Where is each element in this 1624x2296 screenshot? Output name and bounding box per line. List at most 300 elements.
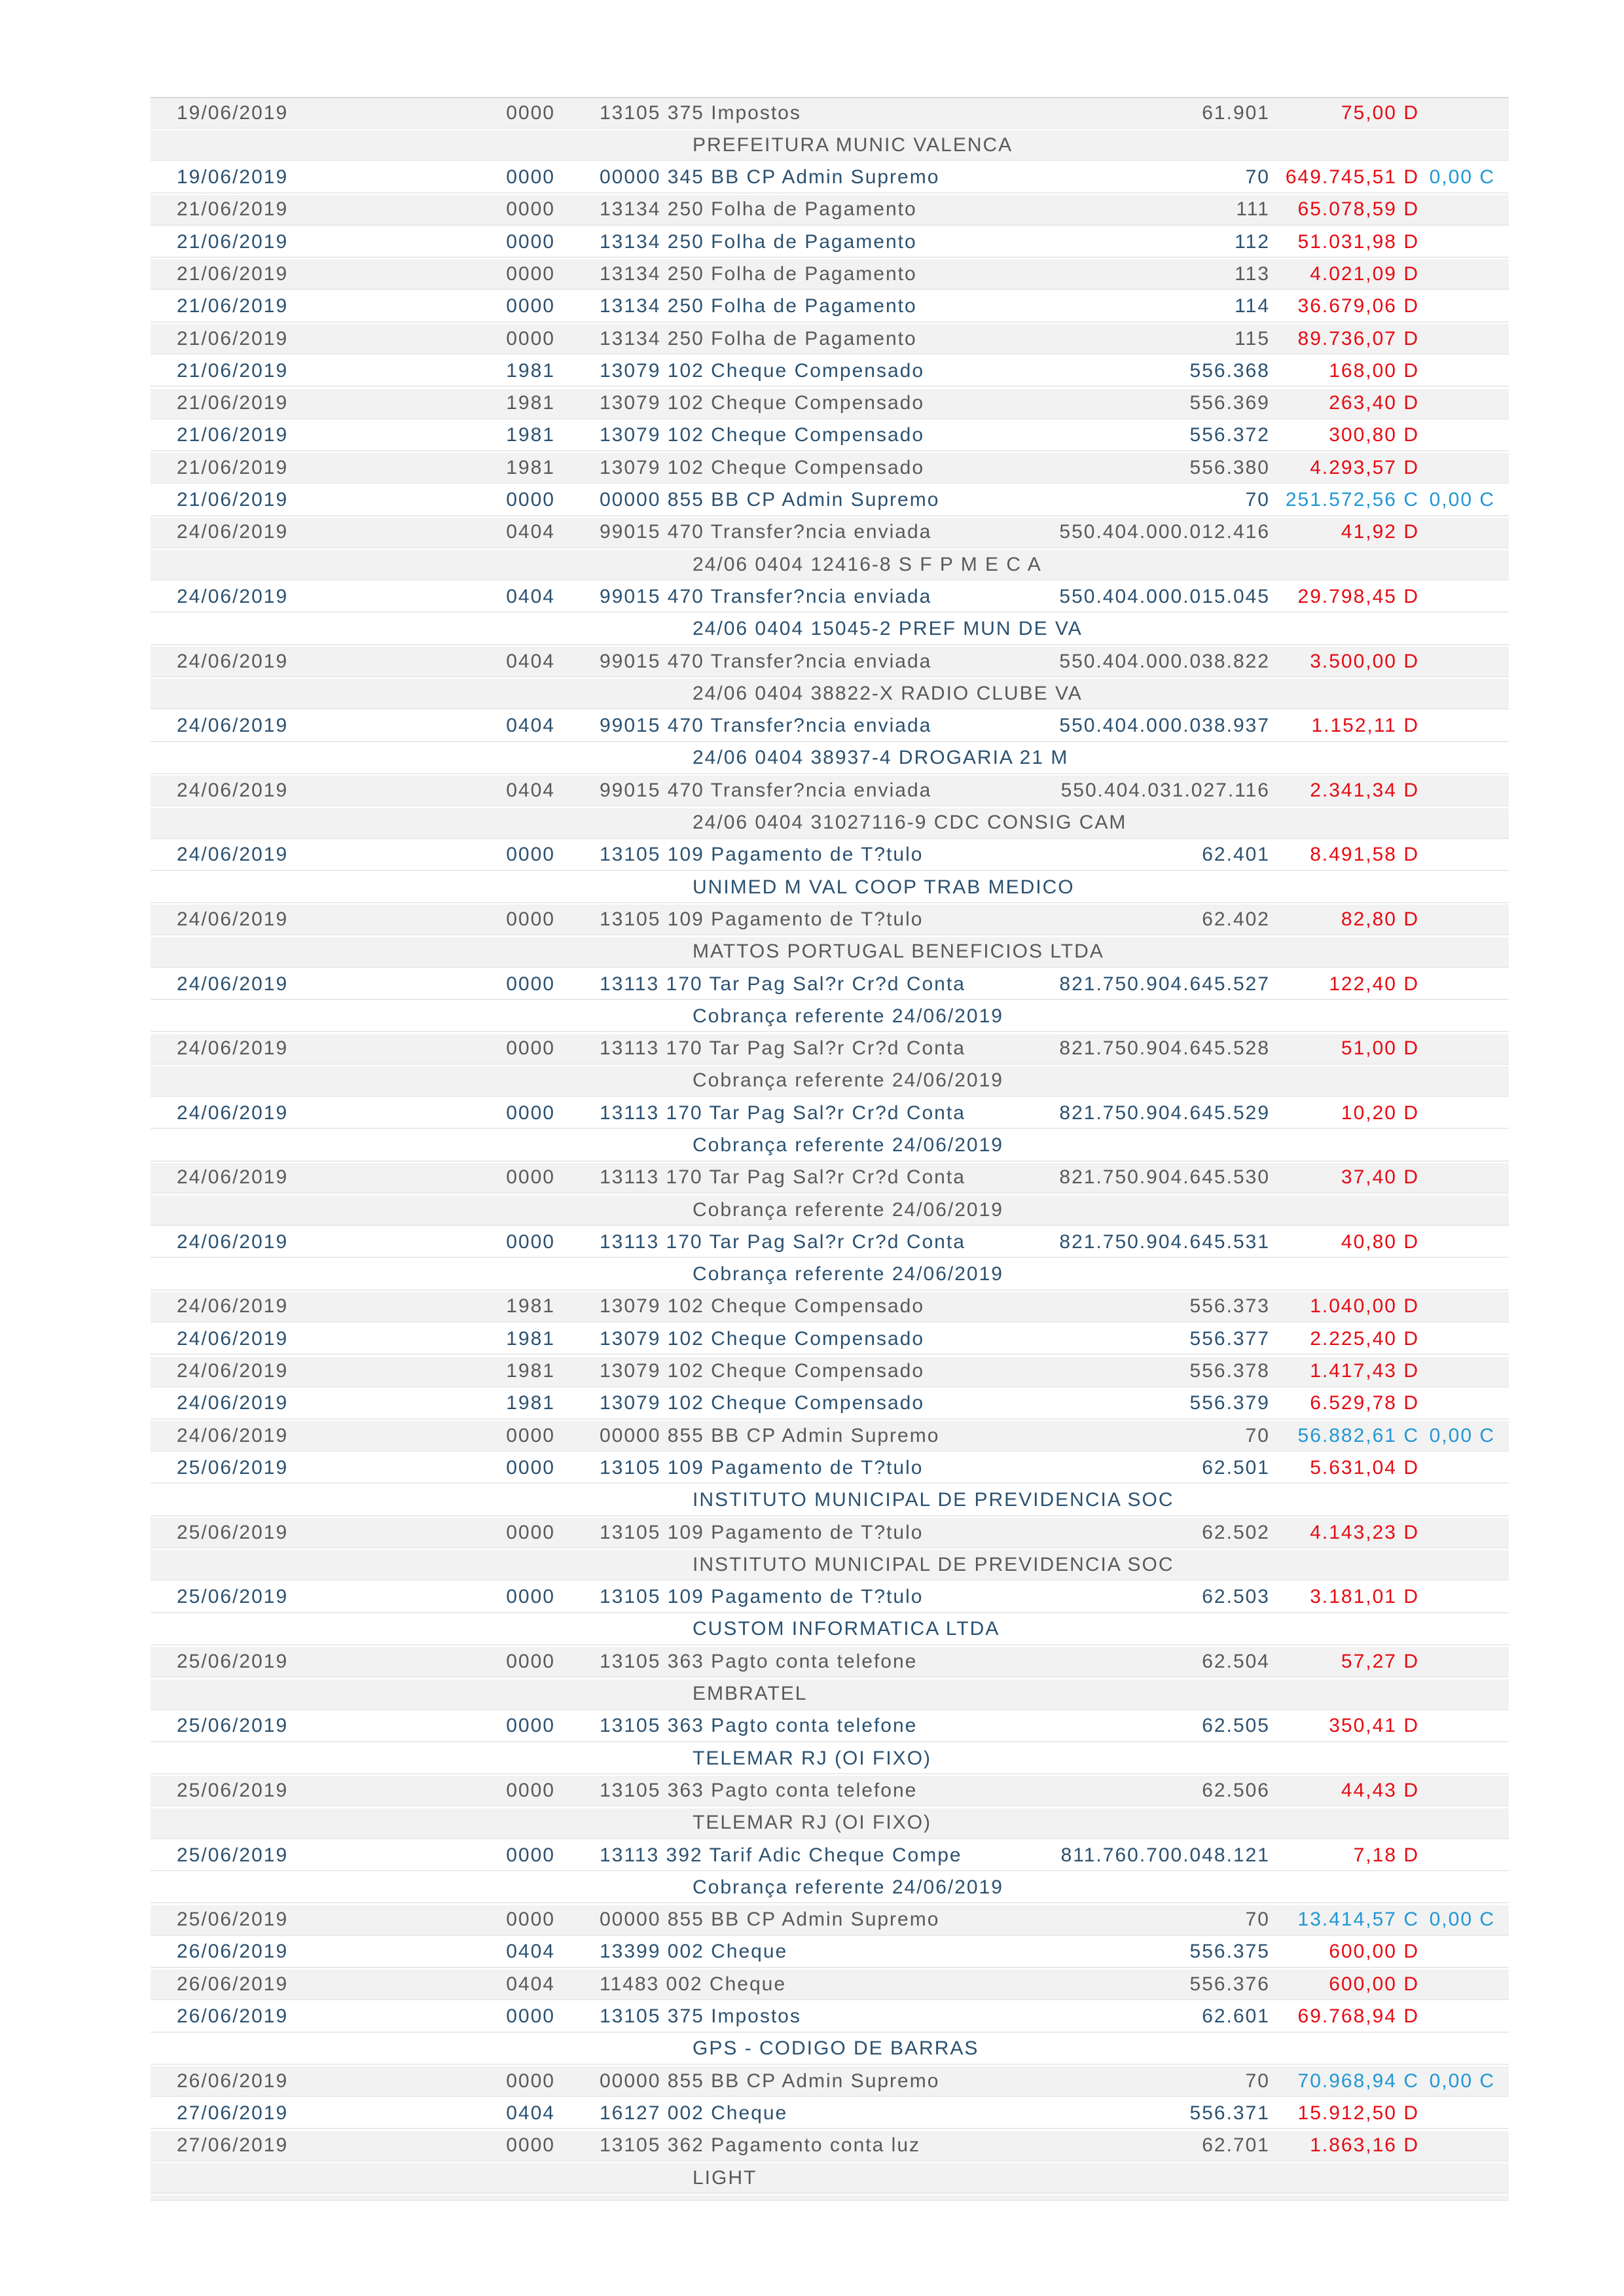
date-cell: 26/06/2019 [177,1941,289,1963]
amount-cell: 122,40 D [1329,973,1419,995]
branch-cell: 0000 [506,1909,555,1931]
date-cell: 25/06/2019 [177,1779,289,1801]
transaction-row [151,647,1509,677]
description-cell: 13113 170 Tar Pag Sal?r Cr?d Conta [600,1230,965,1253]
description-cell: 13079 102 Cheque Compensado [600,1392,925,1414]
date-cell: 26/06/2019 [177,2005,289,2028]
continuation-row [151,679,1509,709]
history-detail-text: Cobrança referente 24/06/2019 [693,1198,1003,1221]
amount-cell: 6.529,78 D [1310,1392,1419,1414]
date-cell: 24/06/2019 [177,1360,289,1382]
continuation-row [151,1873,1509,1903]
branch-cell: 0000 [506,489,555,511]
date-cell: 21/06/2019 [177,489,289,511]
document-number-cell: 112 [1235,230,1270,253]
date-cell: 25/06/2019 [177,1650,289,1672]
description-cell: 99015 470 Transfer?ncia enviada [600,715,932,737]
document-number-cell: 556.369 [1189,392,1270,414]
continuation-row [151,550,1509,581]
transaction-row [151,2131,1509,2162]
amount-cell: 29.798,45 D [1297,585,1419,607]
date-cell: 24/06/2019 [177,1166,289,1189]
date-cell: 24/06/2019 [177,521,289,543]
branch-cell: 0404 [506,2102,555,2124]
description-cell: 99015 470 Transfer?ncia enviada [600,521,932,543]
document-number-cell: 114 [1235,295,1270,317]
history-detail-text: Cobrança referente 24/06/2019 [693,1069,1003,1092]
secondary-amount-cell: 0,00 C [1429,1424,1495,1446]
branch-cell: 0000 [506,1166,555,1189]
amount-cell: 4.293,57 D [1310,456,1419,478]
document-number-cell: 821.750.904.645.530 [1059,1166,1270,1189]
document-number-cell: 556.373 [1189,1295,1270,1318]
amount-cell: 1.152,11 D [1311,715,1419,737]
amount-cell: 168,00 D [1329,359,1419,382]
continuation-row [151,937,1509,968]
description-cell: 13079 102 Cheque Compensado [600,456,925,478]
branch-cell: 1981 [506,456,555,478]
amount-cell: 10,20 D [1341,1102,1419,1124]
transaction-row [151,227,1509,258]
amount-cell: 8.491,58 D [1310,844,1419,866]
transaction-row [151,969,1509,1000]
branch-cell: 1981 [506,1327,555,1350]
continuation-row [151,1679,1509,1710]
document-number-cell: 62.401 [1202,844,1270,866]
transaction-row [151,1776,1509,1806]
continuation-row [151,2034,1509,2065]
secondary-amount-cell: 0,00 C [1429,166,1495,188]
description-cell: 13079 102 Cheque Compensado [600,392,925,414]
transaction-row [151,1034,1509,1065]
amount-cell: 37,40 D [1341,1166,1419,1189]
description-cell: 16127 002 Cheque [600,2102,788,2124]
transaction-row [151,1905,1509,1936]
branch-cell: 0000 [506,2005,555,2028]
branch-cell: 1981 [506,1295,555,1318]
continuation-row [151,1486,1509,1516]
amount-cell: 3.181,01 D [1310,1586,1419,1608]
date-cell: 25/06/2019 [177,1521,289,1543]
date-cell: 24/06/2019 [177,844,289,866]
description-cell: 13105 363 Pagto conta telefone [600,1650,918,1672]
history-detail-text: 24/06 0404 12416-8 S F P M E C A [693,553,1042,575]
continuation-row [151,1808,1509,1839]
transaction-row [151,1712,1509,1742]
branch-cell: 1981 [506,392,555,414]
document-number-cell: 62.502 [1202,1521,1270,1543]
secondary-amount-cell: 0,00 C [1429,489,1495,511]
date-cell: 24/06/2019 [177,1424,289,1446]
description-cell: 13113 170 Tar Pag Sal?r Cr?d Conta [600,973,965,995]
document-number-cell: 550.404.031.027.116 [1060,779,1270,801]
date-cell: 25/06/2019 [177,1456,289,1479]
branch-cell: 0000 [506,1456,555,1479]
amount-cell: 4.143,23 D [1310,1521,1419,1543]
document-number-cell: 821.750.904.645.527 [1059,973,1270,995]
document-number-cell: 556.372 [1189,424,1270,446]
transaction-row [151,1421,1509,1452]
transaction-row [151,98,1509,129]
document-number-cell: 821.750.904.645.531 [1059,1230,1270,1253]
amount-cell: 5.631,04 D [1310,1456,1419,1479]
transaction-row [151,259,1509,290]
document-number-cell: 62.701 [1202,2134,1270,2157]
amount-cell: 7,18 D [1353,1844,1419,1866]
continuation-row [151,1001,1509,1032]
branch-cell: 1981 [506,424,555,446]
date-cell: 24/06/2019 [177,1392,289,1414]
description-cell: 13079 102 Cheque Compensado [600,424,925,446]
secondary-amount-cell: 0,00 C [1429,1909,1495,1931]
branch-cell: 0000 [506,1230,555,1253]
amount-cell: 300,80 D [1329,424,1419,446]
transaction-row [151,905,1509,935]
description-cell: 13105 363 Pagto conta telefone [600,1779,918,1801]
document-number-cell: 556.378 [1189,1360,1270,1382]
branch-cell: 0000 [506,198,555,221]
transaction-row [151,1647,1509,1677]
continuation-row [151,1131,1509,1162]
document-number-cell: 70 [1245,1909,1270,1931]
history-detail-text: LIGHT [693,2166,757,2189]
document-number-cell: 550.404.000.015.045 [1059,585,1270,607]
transaction-row [151,1357,1509,1388]
continuation-row [151,872,1509,903]
amount-cell: 51,00 D [1341,1037,1419,1060]
date-cell: 25/06/2019 [177,1909,289,1931]
amount-cell: 36.679,06 D [1297,295,1419,317]
amount-cell: 600,00 D [1329,1973,1419,1995]
description-cell: 13079 102 Cheque Compensado [600,1327,925,1350]
transaction-row [151,1969,1509,2000]
continuation-row [151,615,1509,645]
branch-cell: 1981 [506,1392,555,1414]
date-cell: 24/06/2019 [177,715,289,737]
description-cell: 13105 109 Pagamento de T?tulo [600,1586,924,1608]
description-cell: 13105 109 Pagamento de T?tulo [600,844,924,866]
document-number-cell: 113 [1235,262,1270,285]
document-number-cell: 550.404.000.038.822 [1059,650,1270,672]
date-cell: 24/06/2019 [177,973,289,995]
document-number-cell: 70 [1245,166,1270,188]
branch-cell: 0404 [506,715,555,737]
transaction-row [151,292,1509,323]
date-cell: 24/06/2019 [177,908,289,930]
amount-cell: 2.341,34 D [1310,779,1419,801]
transaction-row [151,1227,1509,1258]
description-cell: 13134 250 Folha de Pagamento [600,230,917,253]
document-number-cell: 111 [1236,198,1270,221]
description-cell: 13105 362 Pagamento conta luz [600,2134,920,2157]
history-detail-text: 24/06 0404 38937-4 DROGARIA 21 M [693,747,1069,769]
branch-cell: 0000 [506,1650,555,1672]
description-cell: 13399 002 Cheque [600,1941,788,1963]
description-cell: 99015 470 Transfer?ncia enviada [600,650,932,672]
date-cell: 25/06/2019 [177,1715,289,1737]
date-cell: 19/06/2019 [177,101,289,124]
description-cell: 00000 855 BB CP Admin Supremo [600,1909,940,1931]
branch-cell: 0000 [506,295,555,317]
date-cell: 24/06/2019 [177,650,289,672]
transaction-row [151,518,1509,548]
description-cell: 13134 250 Folha de Pagamento [600,327,917,350]
date-cell: 26/06/2019 [177,2070,289,2092]
document-number-cell: 70 [1245,2070,1270,2092]
amount-cell: 56.882,61 C [1297,1424,1419,1446]
continuation-row [151,808,1509,839]
branch-cell: 0000 [506,1715,555,1737]
document-number-cell: 62.402 [1202,908,1270,930]
date-cell: 21/06/2019 [177,424,289,446]
history-detail-text: Cobrança referente 24/06/2019 [693,1876,1003,1898]
date-cell: 24/06/2019 [177,585,289,607]
history-detail-text: 24/06 0404 38822-X RADIO CLUBE VA [693,682,1083,704]
history-detail-text: 24/06 0404 31027116-9 CDC CONSIG CAM [693,812,1127,834]
date-cell: 21/06/2019 [177,327,289,350]
transaction-row [151,421,1509,452]
description-cell: 13113 170 Tar Pag Sal?r Cr?d Conta [600,1037,965,1060]
date-cell: 24/06/2019 [177,1230,289,1253]
amount-cell: 89.736,07 D [1297,327,1419,350]
document-number-cell: 821.750.904.645.529 [1059,1102,1270,1124]
transaction-row [151,1840,1509,1871]
description-cell: 13079 102 Cheque Compensado [600,359,925,382]
history-detail-text: EMBRATEL [693,1683,808,1705]
continuation-row [151,744,1509,774]
document-number-cell: 556.368 [1189,359,1270,382]
amount-cell: 51.031,98 D [1297,230,1419,253]
document-number-cell: 556.379 [1189,1392,1270,1414]
date-cell: 26/06/2019 [177,1973,289,1995]
amount-cell: 649.745,51 D [1285,166,1419,188]
branch-cell: 0000 [506,101,555,124]
document-number-cell: 821.750.904.645.528 [1059,1037,1270,1060]
amount-cell: 13.414,57 C [1297,1909,1419,1931]
description-cell: 00000 855 BB CP Admin Supremo [600,2070,940,2092]
document-number-cell: 550.404.000.012.416 [1059,521,1270,543]
branch-cell: 0000 [506,1521,555,1543]
amount-cell: 75,00 D [1341,101,1419,124]
history-detail-text: Cobrança referente 24/06/2019 [693,1005,1003,1027]
continuation-row [151,1066,1509,1097]
transaction-row [151,1389,1509,1420]
branch-cell: 0000 [506,1102,555,1124]
date-cell: 27/06/2019 [177,2102,289,2124]
transaction-row [151,1324,1509,1355]
secondary-amount-cell: 0,00 C [1429,2070,1495,2092]
date-cell: 21/06/2019 [177,456,289,478]
transaction-row [151,840,1509,871]
branch-cell: 0404 [506,650,555,672]
description-cell: 13105 375 Impostos [600,2005,801,2028]
amount-cell: 4.021,09 D [1310,262,1419,285]
transaction-row [151,1098,1509,1129]
document-number-cell: 62.506 [1202,1779,1270,1801]
description-cell: 00000 855 BB CP Admin Supremo [600,489,940,511]
continuation-row [151,2163,1509,2194]
date-cell: 25/06/2019 [177,1586,289,1608]
description-cell: 13105 363 Pagto conta telefone [600,1715,918,1737]
amount-cell: 44,43 D [1341,1779,1419,1801]
transaction-row [151,1583,1509,1613]
document-number-cell: 70 [1245,489,1270,511]
amount-cell: 1.040,00 D [1310,1295,1419,1318]
date-cell: 24/06/2019 [177,1037,289,1060]
document-number-cell: 62.504 [1202,1650,1270,1672]
description-cell: 13134 250 Folha de Pagamento [600,198,917,221]
history-detail-text: TELEMAR RJ (OI FIXO) [693,1747,932,1769]
transaction-row [151,1163,1509,1194]
amount-cell: 350,41 D [1329,1715,1419,1737]
document-number-cell: 556.375 [1189,1941,1270,1963]
history-detail-text: UNIMED M VAL COOP TRAB MEDICO [693,876,1075,898]
description-cell: 13105 109 Pagamento de T?tulo [600,1521,924,1543]
branch-cell: 0000 [506,327,555,350]
transaction-row [151,453,1509,484]
document-number-cell: 556.376 [1189,1973,1270,1995]
branch-cell: 0404 [506,585,555,607]
amount-cell: 3.500,00 D [1310,650,1419,672]
amount-cell: 1.863,16 D [1310,2134,1419,2157]
branch-cell: 0000 [506,1424,555,1446]
amount-cell: 2.225,40 D [1310,1327,1419,1350]
branch-cell: 1981 [506,1360,555,1382]
transaction-row [151,486,1509,516]
branch-cell: 0404 [506,521,555,543]
amount-cell: 82,80 D [1341,908,1419,930]
date-cell: 19/06/2019 [177,166,289,188]
branch-cell: 1981 [506,359,555,382]
transaction-row [151,1292,1509,1323]
amount-cell: 40,80 D [1341,1230,1419,1253]
document-number-cell: 556.377 [1189,1327,1270,1350]
amount-cell: 263,40 D [1329,392,1419,414]
amount-cell: 600,00 D [1329,1941,1419,1963]
description-cell: 13113 392 Tarif Adic Cheque Compe [600,1844,962,1866]
description-cell: 99015 470 Transfer?ncia enviada [600,585,932,607]
document-number-cell: 62.601 [1202,2005,1270,2028]
transaction-row [151,324,1509,355]
amount-cell: 1.417,43 D [1310,1360,1419,1382]
document-number-cell: 556.371 [1189,2102,1270,2124]
transaction-row [151,2098,1509,2129]
description-cell: 13113 170 Tar Pag Sal?r Cr?d Conta [600,1102,965,1124]
branch-cell: 0404 [506,1941,555,1963]
description-cell: 11483 002 Cheque [600,1973,787,1995]
branch-cell: 0404 [506,779,555,801]
history-detail-text: INSTITUTO MUNICIPAL DE PREVIDENCIA SOC [693,1489,1174,1511]
transaction-row [151,195,1509,226]
date-cell: 21/06/2019 [177,392,289,414]
branch-cell: 0000 [506,973,555,995]
document-number-cell: 62.505 [1202,1715,1270,1737]
history-detail-text: CUSTOM INFORMATICA LTDA [693,1618,1000,1640]
history-detail-text: Cobrança referente 24/06/2019 [693,1134,1003,1156]
transaction-row [151,776,1509,806]
continuation-row [151,1260,1509,1291]
date-cell: 21/06/2019 [177,230,289,253]
description-cell: 13079 102 Cheque Compensado [600,1295,925,1318]
document-number-cell: 811.760.700.048.121 [1060,1844,1270,1866]
description-cell: 13105 109 Pagamento de T?tulo [600,1456,924,1479]
amount-cell: 65.078,59 D [1297,198,1419,221]
date-cell: 21/06/2019 [177,359,289,382]
date-cell: 21/06/2019 [177,198,289,221]
amount-cell: 41,92 D [1341,521,1419,543]
date-cell: 27/06/2019 [177,2134,289,2157]
description-cell: 13105 109 Pagamento de T?tulo [600,908,924,930]
history-detail-text: MATTOS PORTUGAL BENEFICIOS LTDA [693,941,1104,963]
amount-cell: 70.968,94 C [1297,2070,1419,2092]
branch-cell: 0000 [506,2134,555,2157]
date-cell: 25/06/2019 [177,1844,289,1866]
document-number-cell: 115 [1235,327,1270,350]
description-cell: 13134 250 Folha de Pagamento [600,262,917,285]
history-detail-text: Cobrança referente 24/06/2019 [693,1263,1003,1285]
description-cell: 00000 855 BB CP Admin Supremo [600,1424,940,1446]
cutoff-row-sliver [151,2195,1509,2201]
branch-cell: 0000 [506,2070,555,2092]
transaction-row [151,582,1509,613]
branch-cell: 0000 [506,1037,555,1060]
branch-cell: 0404 [506,1973,555,1995]
description-cell: 99015 470 Transfer?ncia enviada [600,779,932,801]
document-number-cell: 61.901 [1202,101,1270,124]
branch-cell: 0000 [506,1779,555,1801]
document-number-cell: 70 [1245,1424,1270,1446]
amount-cell: 251.572,56 C [1285,489,1419,511]
description-cell: 13134 250 Folha de Pagamento [600,295,917,317]
history-detail-text: GPS - CODIGO DE BARRAS [693,2037,979,2060]
branch-cell: 0000 [506,1844,555,1866]
document-number-cell: 62.503 [1202,1586,1270,1608]
description-cell: 13105 375 Impostos [600,101,801,124]
transaction-row [151,2066,1509,2097]
date-cell: 24/06/2019 [177,779,289,801]
description-cell: 13113 170 Tar Pag Sal?r Cr?d Conta [600,1166,965,1189]
description-cell: 13079 102 Cheque Compensado [600,1360,925,1382]
transaction-row [151,163,1509,194]
continuation-row [151,1744,1509,1774]
document-number-cell: 62.501 [1202,1456,1270,1479]
date-cell: 24/06/2019 [177,1102,289,1124]
amount-cell: 69.768,94 D [1297,2005,1419,2028]
history-detail-text: PREFEITURA MUNIC VALENCA [693,134,1013,156]
amount-cell: 57,27 D [1341,1650,1419,1672]
transaction-row [151,389,1509,420]
continuation-row [151,1615,1509,1645]
continuation-row [151,1550,1509,1581]
history-detail-text: TELEMAR RJ (OI FIXO) [693,1812,932,1834]
transaction-row [151,711,1509,742]
statement-table [151,97,1509,2201]
continuation-row [151,1195,1509,1226]
branch-cell: 0000 [506,844,555,866]
date-cell: 21/06/2019 [177,295,289,317]
transaction-row [151,356,1509,387]
branch-cell: 0000 [506,1586,555,1608]
description-cell: 00000 345 BB CP Admin Supremo [600,166,940,188]
branch-cell: 0000 [506,908,555,930]
branch-cell: 0000 [506,166,555,188]
amount-cell: 15.912,50 D [1297,2102,1419,2124]
branch-cell: 0000 [506,230,555,253]
history-detail-text: INSTITUTO MUNICIPAL DE PREVIDENCIA SOC [693,1553,1174,1575]
document-number-cell: 550.404.000.038.937 [1059,715,1270,737]
transaction-row [151,1518,1509,1549]
date-cell: 24/06/2019 [177,1295,289,1318]
